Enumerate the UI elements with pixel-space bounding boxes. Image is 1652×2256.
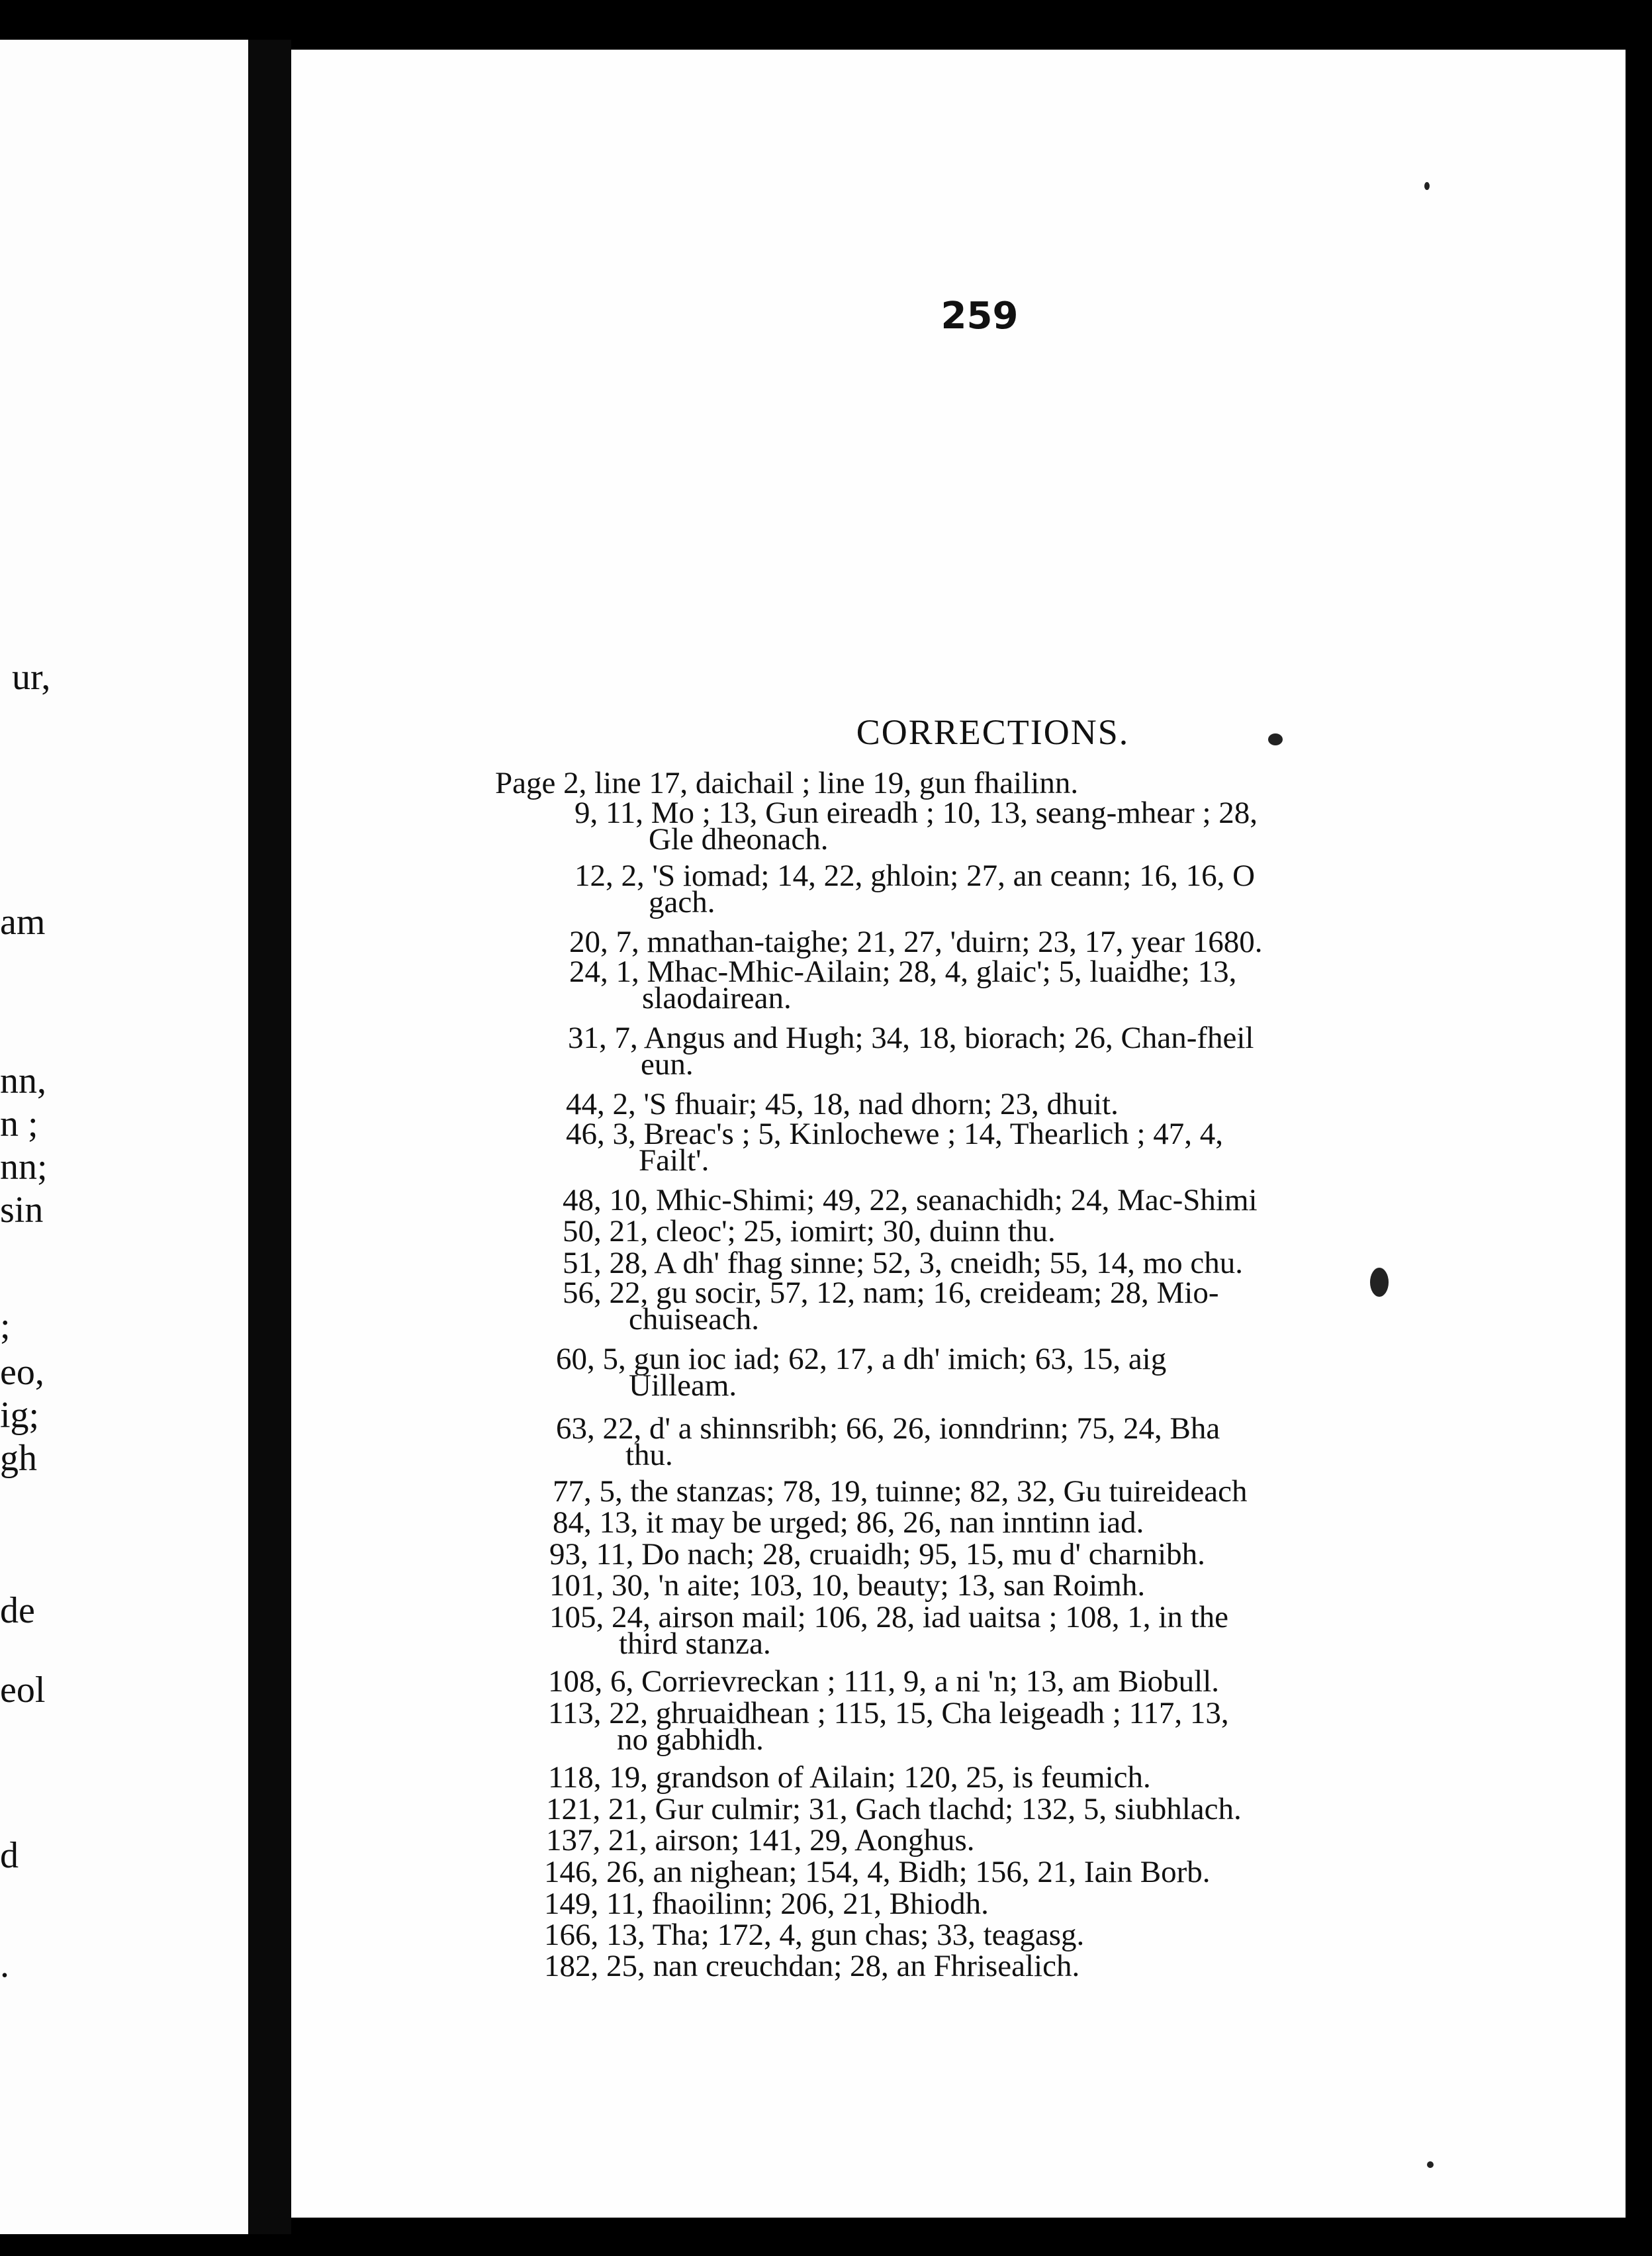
left-page-fragment: ig;	[0, 1395, 40, 1436]
corrections-line: 146, 26, an nighean; 154, 4, Bidh; 156, 21, Iain Borb.	[544, 1855, 1211, 1889]
corrections-line: 93, 11, Do nach; 28, cruaidh; 95, 15, mu d' charnibh.	[549, 1537, 1205, 1572]
left-page-fragment: eol	[0, 1669, 46, 1711]
corrections-line: 105, 24, airson mail; 106, 28, iad uaitsa ; 108, 1, in the	[549, 1600, 1229, 1634]
left-page-fragment: gh	[0, 1438, 37, 1479]
left-page-fragment: ur,	[12, 657, 51, 698]
corrections-line: gach.	[649, 885, 715, 919]
corrections-line: slaodairean.	[642, 981, 792, 1015]
corrections-line: Uilleam.	[629, 1368, 737, 1403]
corrections-line: 20, 7, mnathan-taighe; 21, 27, 'duirn; 23, 17, year 1680.	[569, 925, 1263, 959]
corrections-line: 118, 19, grandson of Ailain; 120, 25, is feumich.	[548, 1760, 1151, 1795]
corrections-line: 24, 1, Mhac-Mhic-Ailain; 28, 4, glaic'; 5, luaidhe; 13,	[569, 955, 1237, 989]
corrections-line: 137, 21, airson; 141, 29, Aonghus.	[546, 1823, 975, 1857]
left-page-fragment: eo,	[0, 1352, 44, 1393]
corrections-line: 84, 13, it may be urged; 86, 26, nan inntinn iad.	[553, 1505, 1144, 1540]
left-page-fragment: nn,	[0, 1060, 46, 1102]
corrections-line: Page 2, line 17, daichail ; line 19, gun fhailinn.	[495, 766, 1079, 800]
corrections-line: 182, 25, nan creuchdan; 28, an Fhrisealich.	[544, 1949, 1080, 1983]
corrections-line: 113, 22, ghruaidhean ; 115, 15, Cha leigeadh ; 117, 13,	[548, 1696, 1229, 1730]
left-page	[0, 40, 248, 2234]
corrections-line: 121, 21, Gur culmir; 31, Gach tlachd; 132, 5, siubhlach.	[546, 1792, 1242, 1826]
corrections-line: 31, 7, Angus and Hugh; 34, 18, biorach; 26, Chan-fheil	[568, 1021, 1254, 1055]
corrections-line: Gle dheonach.	[649, 822, 829, 857]
ink-speck	[1370, 1268, 1389, 1297]
right-page	[291, 50, 1626, 2218]
left-page-fragment: am	[0, 902, 46, 943]
corrections-line: no gabhidh.	[617, 1722, 764, 1757]
ink-speck	[1424, 182, 1430, 190]
corrections-line: thu.	[625, 1438, 673, 1472]
corrections-line: 77, 5, the stanzas; 78, 19, tuinne; 82, 32, Gu tuireideach	[553, 1474, 1248, 1509]
left-page-fragment: ;	[0, 1305, 11, 1346]
ink-speck	[1268, 733, 1283, 745]
corrections-line: 44, 2, 'S fhuair; 45, 18, nad dhorn; 23, dhuit.	[566, 1087, 1119, 1121]
left-page-fragment: nn;	[0, 1147, 48, 1188]
left-page-fragment: d	[0, 1835, 19, 1876]
book-gutter	[248, 40, 291, 2234]
corrections-line: 9, 11, Mo ; 13, Gun eireadh ; 10, 13, seang-mhear ; 28,	[574, 796, 1258, 830]
corrections-line: 166, 13, Tha; 172, 4, gun chas; 33, teagasg.	[544, 1918, 1085, 1952]
corrections-line: third stanza.	[619, 1626, 771, 1661]
left-page-fragment: sin	[0, 1190, 44, 1231]
left-page-fragment: .	[0, 1944, 9, 1985]
corrections-line: 56, 22, gu socir, 57, 12, nam; 16, creideam; 28, Mio-	[563, 1276, 1219, 1310]
corrections-line: 149, 11, fhaoilinn; 206, 21, Bhiodh.	[544, 1887, 989, 1921]
left-page-fragment: n ;	[0, 1104, 38, 1145]
corrections-line: Failt'.	[639, 1143, 710, 1178]
corrections-line: 60, 5, gun ioc iad; 62, 17, a dh' imich; 63, 15, aig	[556, 1342, 1167, 1376]
corrections-line: eun.	[641, 1047, 694, 1082]
corrections-heading: CORRECTIONS.	[856, 712, 1130, 752]
corrections-line: 50, 21, cleoc'; 25, iomirt; 30, duinn thu.	[563, 1214, 1056, 1248]
page-number: 259	[941, 295, 1019, 338]
corrections-line: 12, 2, 'S iomad; 14, 22, ghloin; 27, an ceann; 16, 16, O	[574, 859, 1256, 893]
corrections-line: 46, 3, Breac's ; 5, Kinlochewe ; 14, Thearlich ; 47, 4,	[566, 1117, 1224, 1151]
corrections-line: 63, 22, d' a shinnsribh; 66, 26, ionndrinn; 75, 24, Bha	[556, 1411, 1220, 1446]
ink-speck	[1427, 2161, 1434, 2168]
corrections-line: 108, 6, Corrievreckan ; 111, 9, a ni 'n; 13, am Biobull.	[548, 1664, 1220, 1699]
corrections-line: chuiseach.	[629, 1302, 760, 1337]
left-page-fragment: de	[0, 1590, 35, 1631]
corrections-line: 51, 28, A dh' fhag sinne; 52, 3, cneidh; 55, 14, mo chu.	[563, 1246, 1244, 1280]
corrections-line: 101, 30, 'n aite; 103, 10, beauty; 13, san Roimh.	[549, 1568, 1146, 1603]
corrections-line: 48, 10, Mhic-Shimi; 49, 22, seanachidh; 24, Mac-Shimi	[563, 1183, 1258, 1217]
